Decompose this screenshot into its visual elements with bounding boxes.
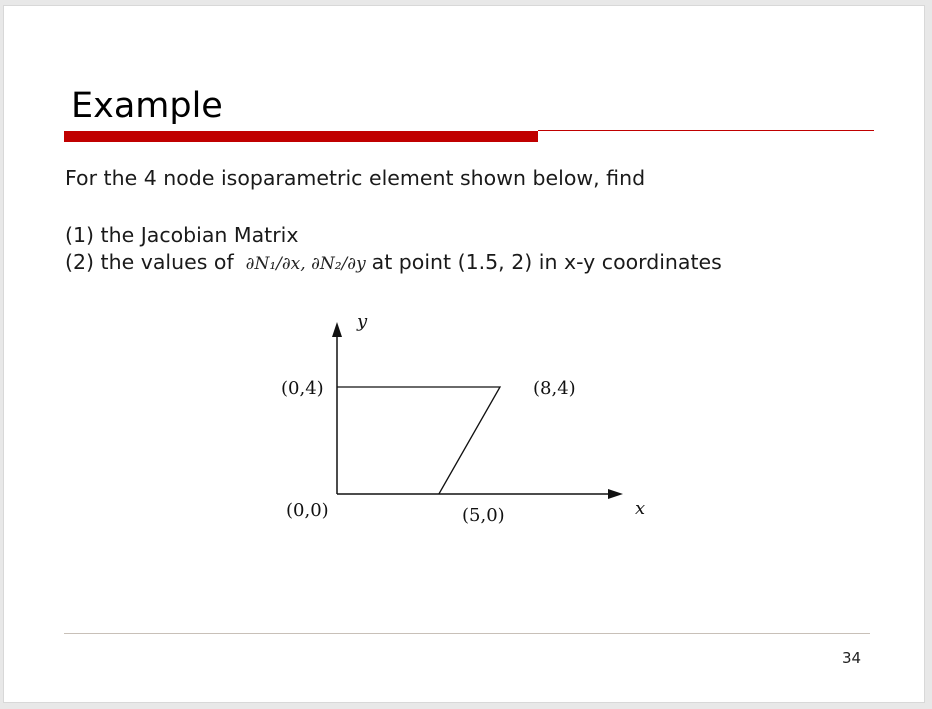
y-axis-arrow (332, 322, 342, 337)
item-2-math: ∂N₁/∂x, ∂N₂/∂y (245, 254, 366, 274)
item-2-prefix: (2) the values of (65, 250, 234, 274)
x-axis-label: x (635, 498, 646, 519)
figure-axes (332, 322, 623, 499)
item-1-text: (1) the Jacobian Matrix (65, 223, 299, 247)
slide (3, 5, 925, 703)
item-2-suffix: at point (1.5, 2) in x-y coordinates (371, 250, 722, 274)
footer-divider (64, 633, 870, 634)
x-axis-arrow (608, 489, 623, 499)
node-label-0-0: (0,0) (286, 500, 329, 521)
node-label-5-0: (5,0) (462, 505, 505, 526)
element-figure (4, 6, 926, 704)
slide-title: Example (71, 86, 223, 126)
page-number: 34 (842, 649, 862, 667)
intro-text: For the 4 node isoparametric element shown below, find (65, 166, 646, 190)
node-label-0-4: (0,4) (281, 378, 324, 399)
element-quadrilateral (337, 387, 500, 494)
node-label-8-4: (8,4) (533, 378, 576, 399)
y-axis-label: y (357, 311, 368, 332)
